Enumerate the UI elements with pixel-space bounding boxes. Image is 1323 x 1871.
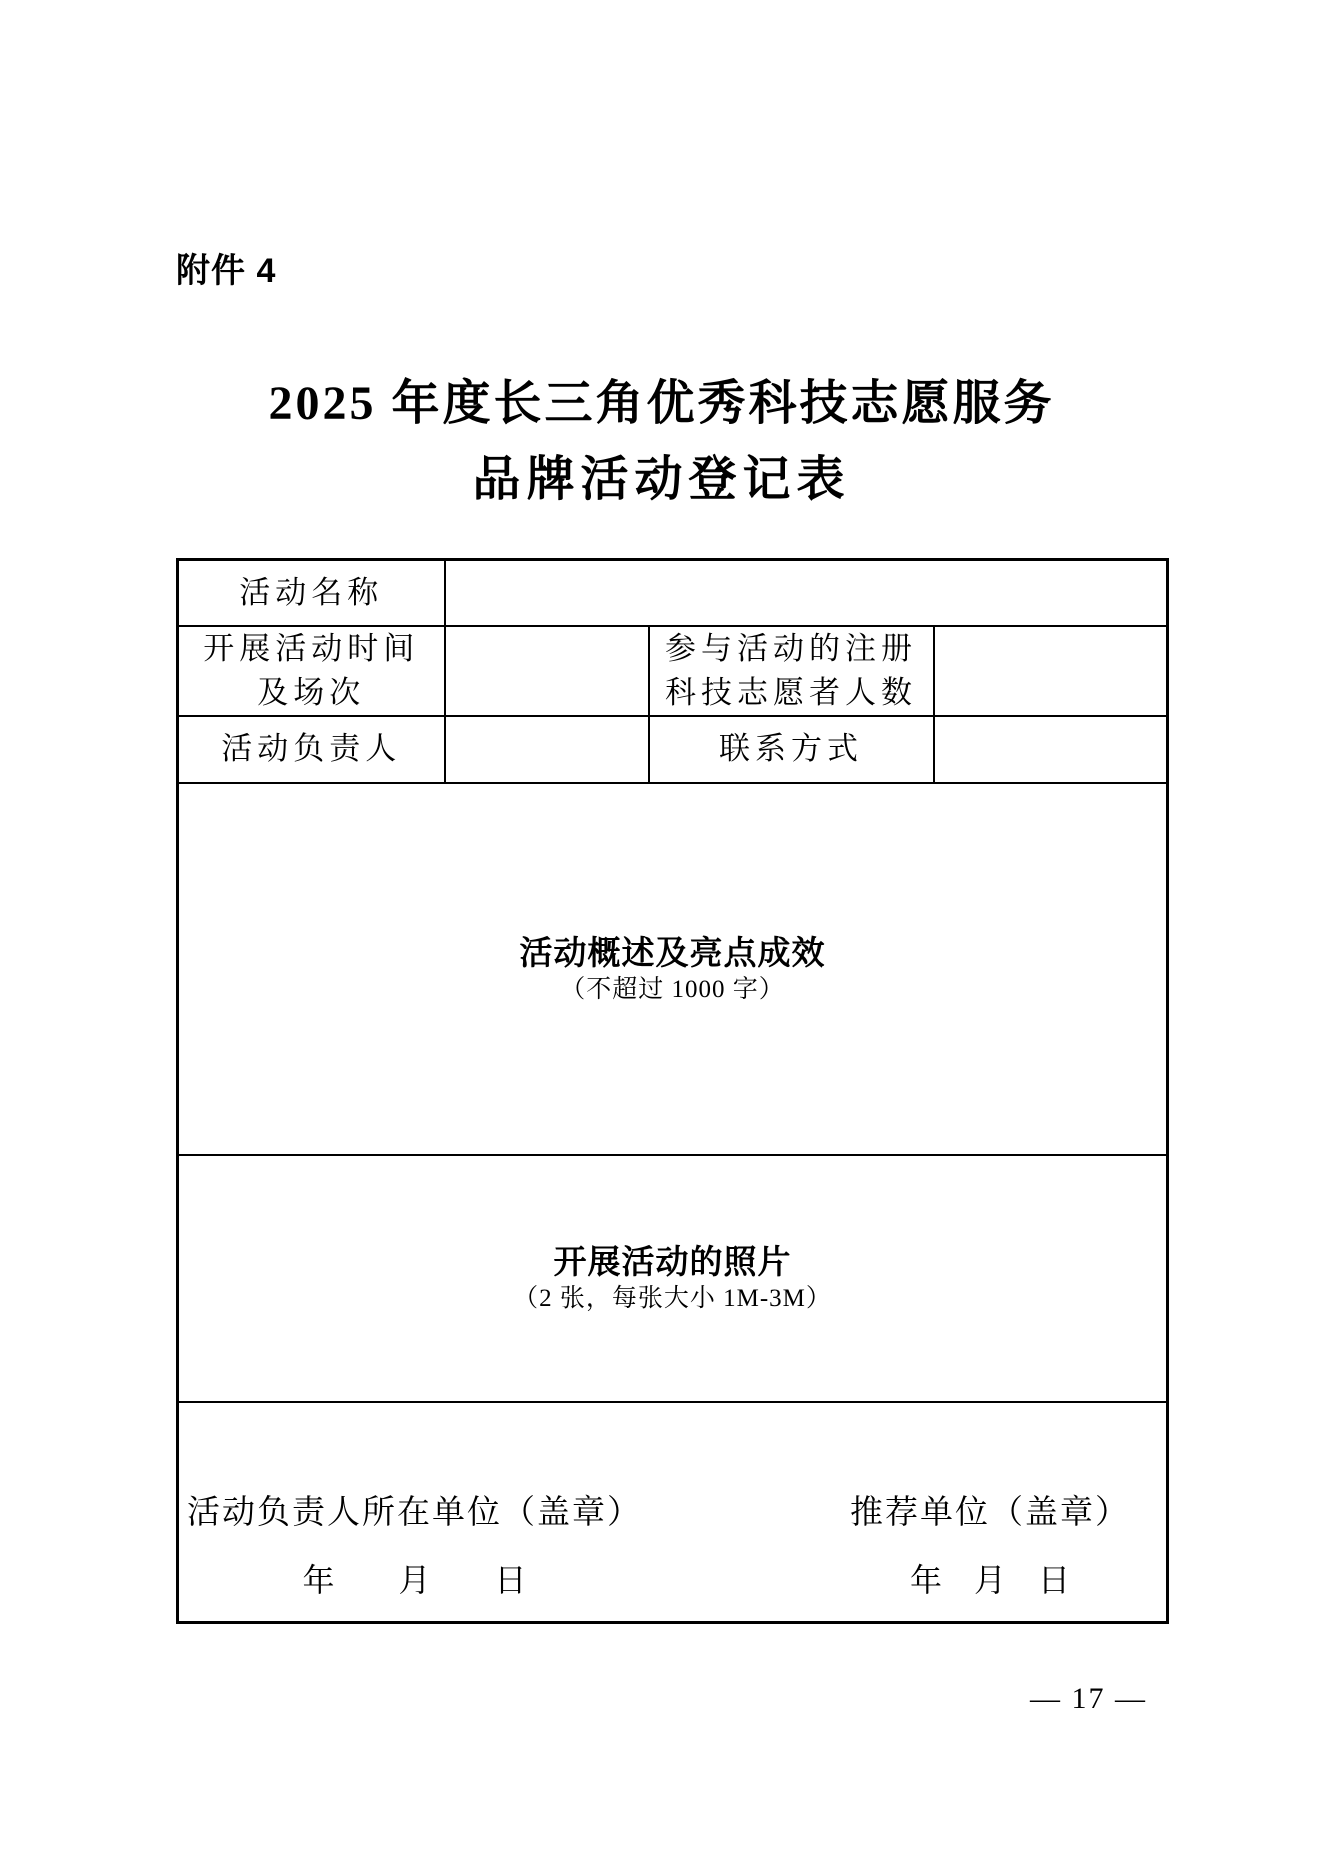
document-title-line1: 2025 年度长三角优秀科技志愿服务 [268,377,1055,430]
summary-cell [178,783,1168,1155]
signoff-left-block [187,1494,642,1598]
activity-name-label: 活动名称 [178,560,445,626]
photos-heading: 开展活动的照片 [553,1243,792,1280]
page-number: — 17 — [1030,1682,1147,1715]
registered-volunteers-value-cell [934,626,1168,716]
row-activity-leader [178,716,1168,783]
summary-note: （不超过 1000 字） [560,975,785,1003]
attachment-label: 附件 4 [176,252,277,290]
registered-volunteers-label-line2: 科技志愿者人数 [665,674,917,710]
activity-name-value-cell [445,560,1168,626]
document-title [0,366,1323,518]
activity-time-label-line1: 开展活动时间 [203,630,420,666]
activity-time-label [178,626,445,716]
contact-value-cell [934,716,1168,783]
activity-leader-value-cell [445,716,649,783]
row-signoff [178,1402,1168,1623]
document-title-line2: 品牌活动登记表 [472,453,851,506]
photos-cell [178,1155,1168,1402]
row-summary [178,783,1168,1155]
activity-time-label-line2: 及场次 [257,674,366,710]
signoff-right-date-line: 年 月 日 [910,1561,1071,1598]
signoff-right-unit-label: 推荐单位（盖章） [850,1494,1131,1531]
summary-heading: 活动概述及亮点成效 [519,933,826,971]
signoff-left-unit-label: 活动负责人所在单位（盖章） [187,1494,642,1531]
row-activity-name [178,560,1168,626]
signoff-right-block [850,1494,1130,1598]
row-activity-time [178,626,1168,716]
registration-form-table [176,558,1169,1624]
photos-note: （2 张，每张大小 1M-3M） [513,1285,832,1312]
row-photos [178,1155,1168,1402]
signoff-cell [178,1402,1168,1623]
activity-leader-label: 活动负责人 [178,716,445,783]
registered-volunteers-label-line1: 参与活动的注册 [665,630,917,666]
contact-label: 联系方式 [649,716,934,783]
activity-time-value-cell [445,626,649,716]
registered-volunteers-label [649,626,934,716]
signoff-left-date-line: 年 月 日 [302,1561,527,1598]
